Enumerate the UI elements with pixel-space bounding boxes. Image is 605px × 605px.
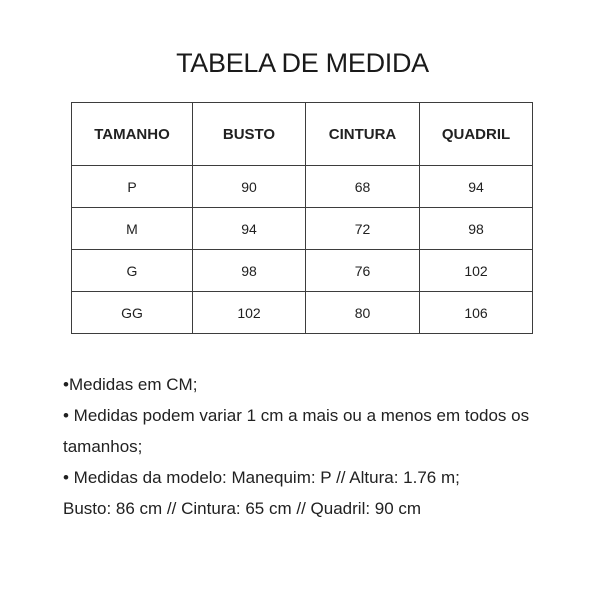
size-table-head xyxy=(72,103,533,166)
table-cell: 72 xyxy=(306,208,420,250)
header-cell-tamanho: TAMANHO xyxy=(72,103,193,166)
header-cell-busto: BUSTO xyxy=(193,103,306,166)
table-row-m xyxy=(72,208,533,250)
page-title: TABELA DE MEDIDA xyxy=(176,48,429,78)
table-cell: 98 xyxy=(420,208,533,250)
size-table-body xyxy=(72,166,533,334)
size-table-header-row xyxy=(72,103,533,166)
header-cell-quadril: QUADRIL xyxy=(420,103,533,166)
table-cell: 80 xyxy=(306,292,420,334)
table-cell: P xyxy=(72,166,193,208)
table-cell: 102 xyxy=(420,250,533,292)
notes-block xyxy=(63,369,553,524)
table-cell: 106 xyxy=(420,292,533,334)
table-row-p xyxy=(72,166,533,208)
table-cell: 94 xyxy=(193,208,306,250)
note-line-variation-wrap: tamanhos; xyxy=(63,437,143,456)
table-cell: M xyxy=(72,208,193,250)
table-cell: GG xyxy=(72,292,193,334)
table-cell: 98 xyxy=(193,250,306,292)
table-cell: 76 xyxy=(306,250,420,292)
header-cell-cintura: CINTURA xyxy=(306,103,420,166)
table-cell: 94 xyxy=(420,166,533,208)
note-line-measures-in-cm: •Medidas em CM; xyxy=(63,375,198,394)
table-cell: 102 xyxy=(193,292,306,334)
size-table xyxy=(71,102,533,334)
table-cell: 68 xyxy=(306,166,420,208)
table-cell: G xyxy=(72,250,193,292)
note-line-model-measures-wrap: Busto: 86 cm // Cintura: 65 cm // Quadril: 90 cm xyxy=(63,499,422,518)
table-row-g xyxy=(72,250,533,292)
table-row-gg xyxy=(72,292,533,334)
table-cell: 90 xyxy=(193,166,306,208)
note-line-model-measures: • Medidas da modelo: Manequim: P // Altura: 1.76 m; xyxy=(63,468,460,487)
note-line-variation: • Medidas podem variar 1 cm a mais ou a menos em todos os xyxy=(63,406,530,425)
